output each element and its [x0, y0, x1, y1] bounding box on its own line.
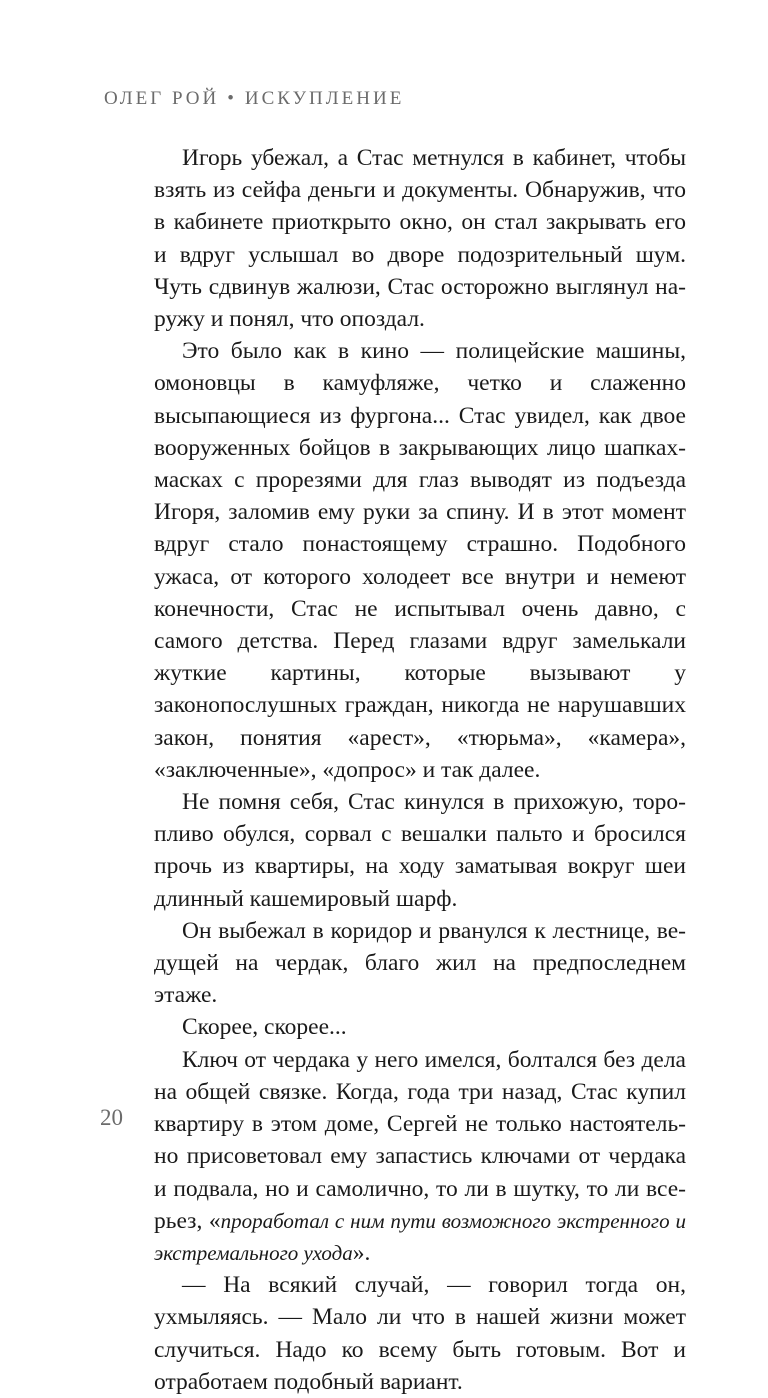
book-title: ИСКУПЛЕНИЕ [244, 88, 405, 109]
page-body-text [154, 142, 686, 1398]
running-head [104, 88, 404, 110]
paragraph: Игорь убежал, а Стас метнулся в кабинет, чтобы взять из сейфа деньги и документы. Обнаружив, что в кабинете приоткрыто окно, он стал закрывать его и вдруг услышал во дворе подозрительный шум. Чуть сдвинув жалюзи, Стас осторожно выглянул наружу и понял, что опоздал. [154, 145, 686, 333]
paragraph: Скорее, скорее... [182, 1014, 347, 1041]
paragraph: Не помня себя, Стас кинулся в прихожую, торопливо обулся, сорвал с вешалки пальто и бросился прочь из квартиры, на ходу заматывая вокруг шеи длинный кашемировый шарф. [154, 789, 686, 912]
author-name: ОЛЕГ РОЙ [104, 88, 220, 109]
paragraph: — На всякий случай, — говорил тогда он, ухмыляясь. — Мало ли что в нашей жизни может случиться. Надо ко всему быть готовым. Вот и отработаем подобный вариант. [154, 1272, 686, 1395]
header-separator: • [227, 88, 237, 109]
paragraph: Это было как в кино — полицейские машины, омоновцы в камуфляже, четко и слаженно высыпающиеся из фургона... Стас увидел, как двое вооруженных бойцов в закрывающих лицо шапках-масках с прорезями для глаз выводят из подъезда Игоря, заломив ему руки за спину. И в этот момент вдруг стало понастоящему страшно. Подобного ужаса, от которого холодеет все внутри и немеют конечности, Стас не испытывал очень давно, с самого детства. Перед глазами вдруг замелькали жуткие картины, которые вызывают у законопослушных граждан, никогда не нарушавших закон, понятия «арест», «тюрьма», «камера», «заключенные», «допрос» и так далее. [154, 338, 686, 783]
page-number: 20 [100, 1105, 123, 1130]
paragraph-with-italic [154, 1044, 686, 1269]
italic-quote: проработал с ним пути возможного экстренного и экстремального ухода [154, 1208, 686, 1265]
paragraph-text: Ключ от чердака у него имелся, болтался без дела на общей связке. Когда, года три назад, Стас купил квартиру в этом доме, Сергей не только настоятельно присоветовал ему запастись ключами от чердака и подвала, но и самолично, то ли в шутку, то ли всерьез, « [154, 1046, 686, 1234]
paragraph-text: ». [352, 1239, 371, 1266]
paragraph: Он выбежал в коридор и рванулся к лестнице, ведущей на чердак, благо жил на предпоследнем этаже. [154, 917, 686, 1009]
